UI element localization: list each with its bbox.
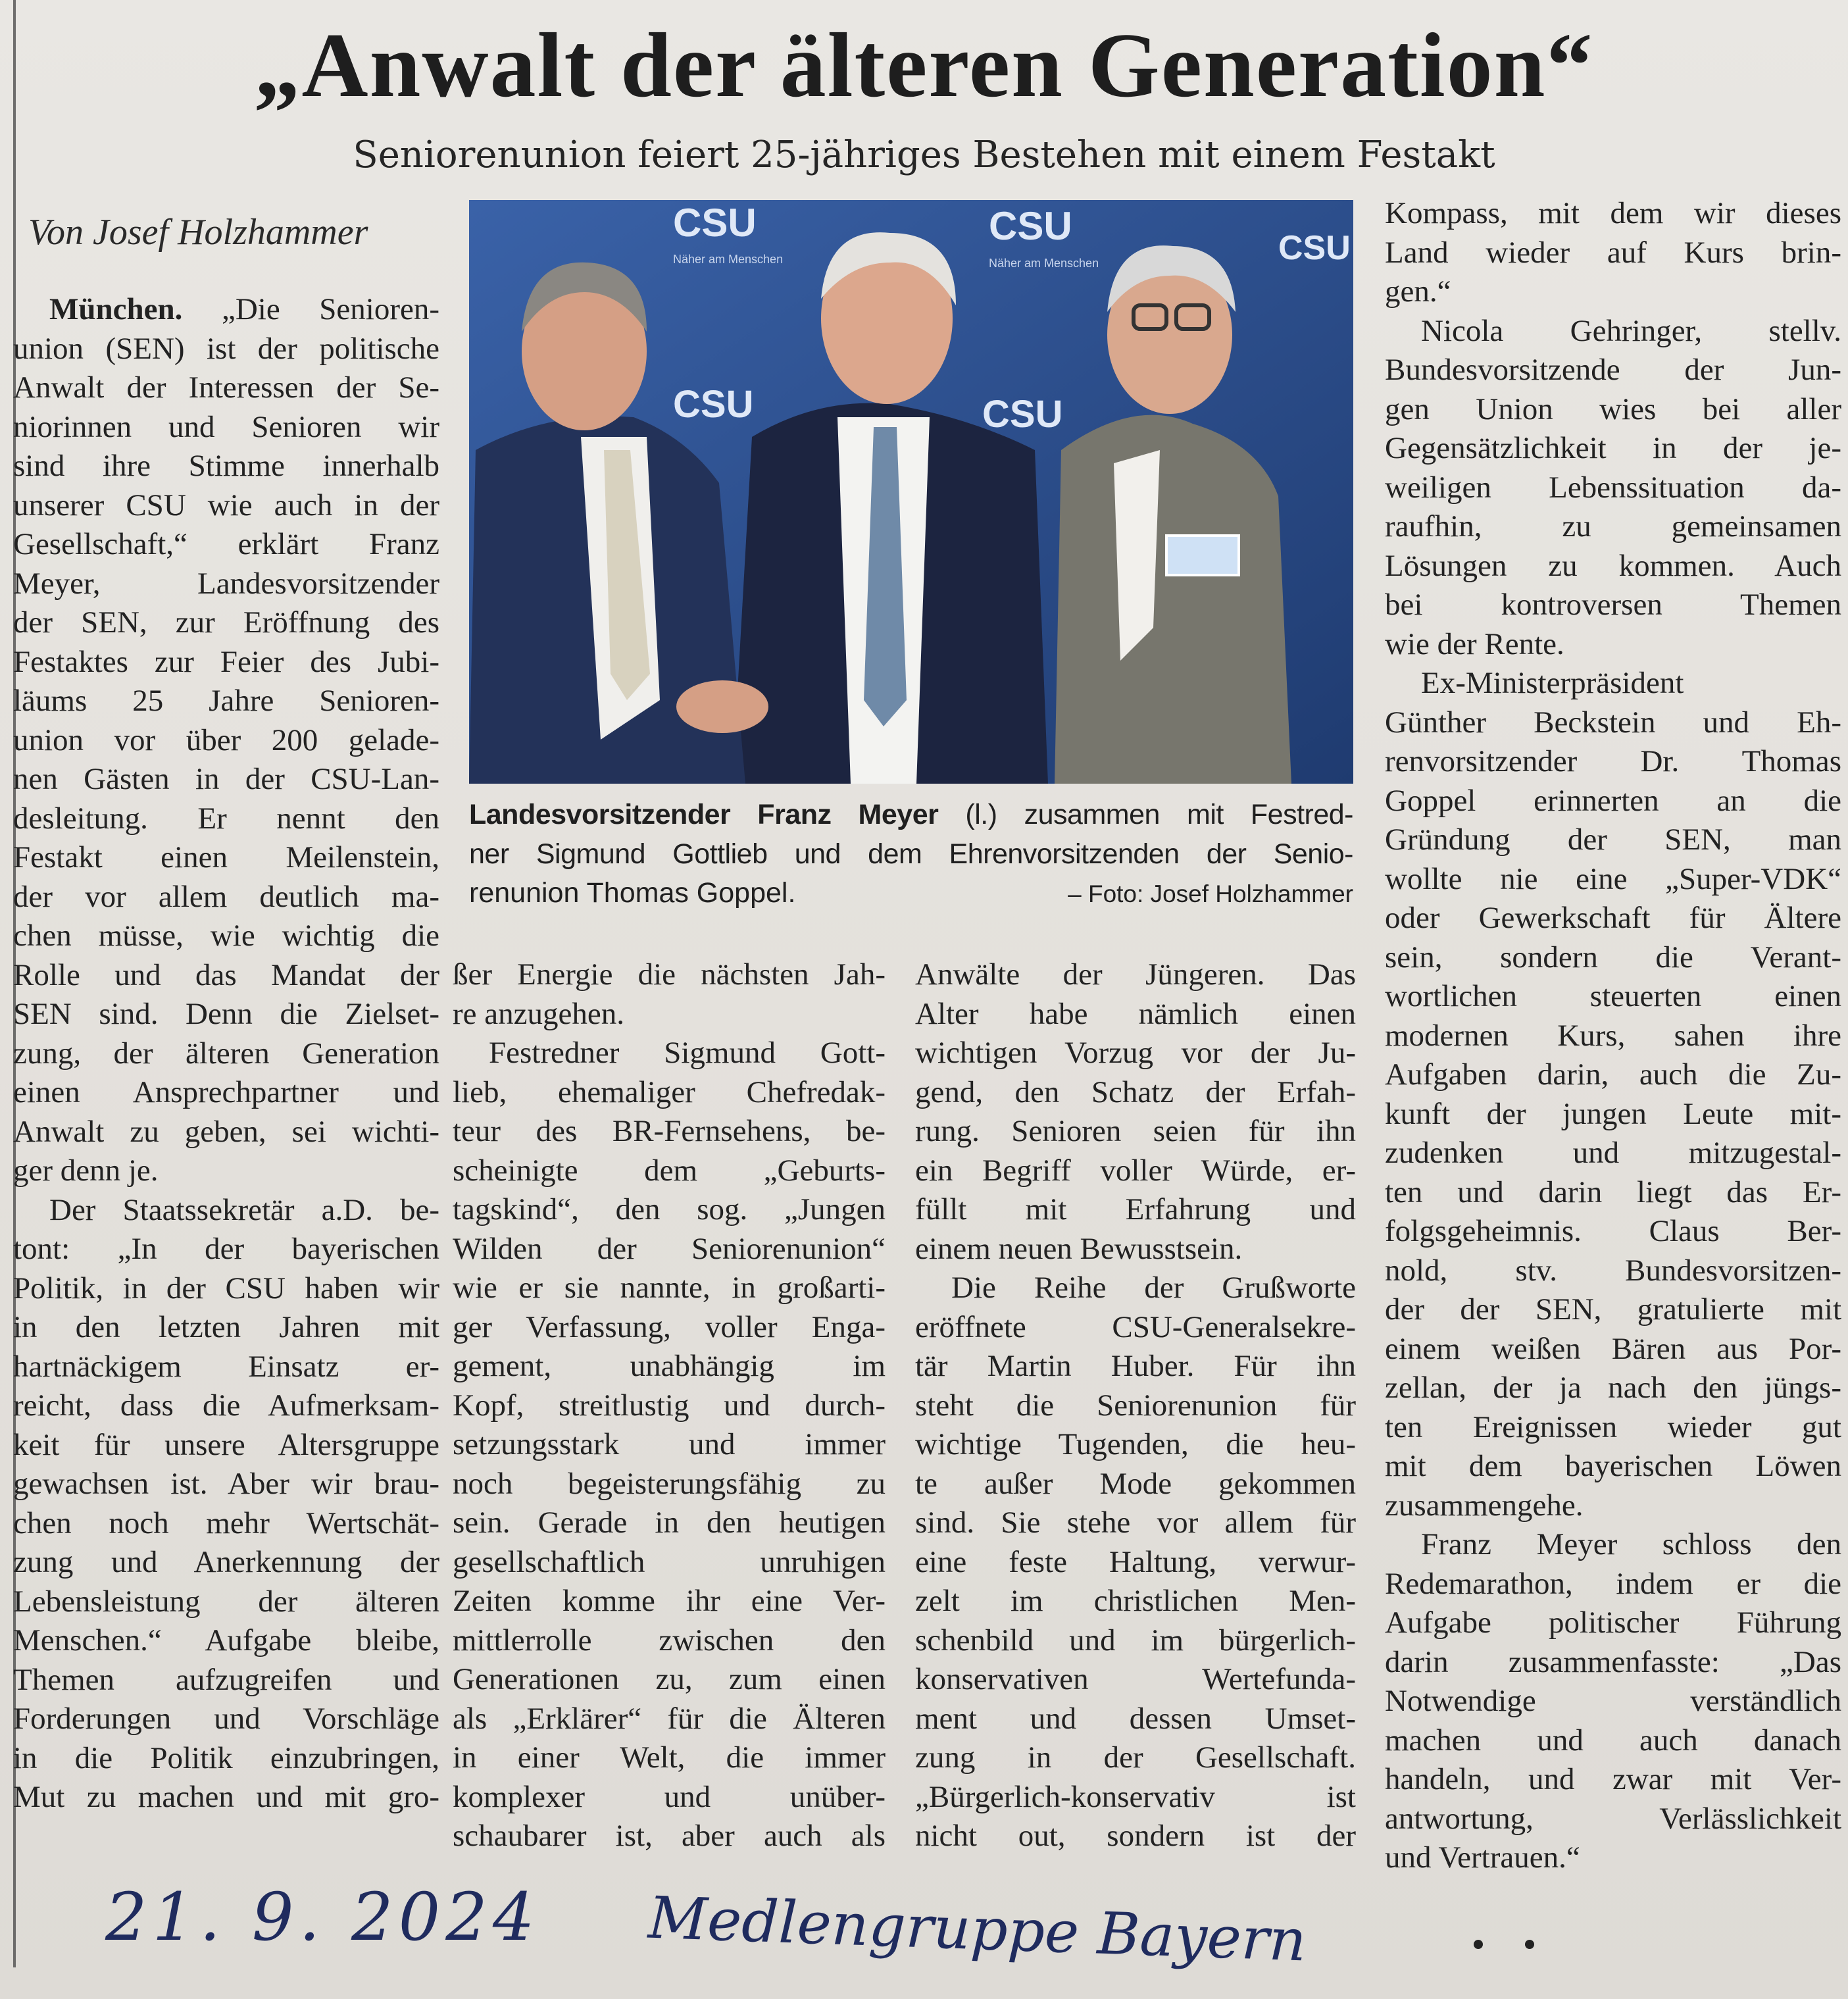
text-line: Lebensleistung der älteren (13, 1584, 439, 1619)
text-line: als „Erklärer“ für die Älteren (453, 1701, 886, 1736)
text-line: einen Ansprechpartner und (13, 1075, 439, 1109)
text-line: wichtigen Vorzug vor der Ju- (915, 1036, 1356, 1070)
text-line: Kompass, mit dem wir dieses (1385, 196, 1841, 230)
text-line: oder Gewerkschaft für Ältere (1385, 901, 1841, 935)
caption-text: (l.) zusammen mit Festred- (938, 799, 1353, 830)
text-line: teur des BR-Fernsehens, be- (453, 1114, 886, 1148)
text-line: Goppel erinnerten an die (1385, 783, 1841, 818)
text-line: ger denn je. (13, 1153, 159, 1188)
photo-caption (469, 795, 1353, 913)
text-line: ein Begriff voller Würde, er- (915, 1153, 1356, 1188)
text-line: steht die Seniorenunion für (915, 1388, 1356, 1423)
text-line: nold, stv. Bundesvorsitzen- (1385, 1253, 1841, 1288)
text-line: nicht out, sondern ist der (915, 1819, 1356, 1853)
text-line: gend, den Schatz der Erfah- (915, 1075, 1356, 1109)
article-paragraph (915, 1269, 1356, 1856)
text-line: zelt im christlichen Men- (915, 1584, 1356, 1618)
text-line: Rolle und das Mandat der (13, 957, 439, 992)
text-line: noch begeisterungsfähig zu (453, 1466, 886, 1501)
text-line: Land wieder auf Kurs brin- (1385, 235, 1841, 270)
article-paragraph (13, 290, 439, 1191)
text-line (13, 290, 439, 330)
text-line: „Bürgerlich-konservativ ist (915, 1779, 1356, 1814)
text-line: Festaktes zur Feier des Jubi- (13, 644, 439, 679)
text-line: re anzugehen. (453, 996, 624, 1031)
text-line: Ex-Ministerpräsident (1421, 666, 1684, 700)
text-line: komplexer und unüber- (453, 1779, 886, 1814)
text-line: ger Verfassung, voller Enga- (453, 1309, 886, 1344)
text-line: Zeiten komme ihr eine Ver- (453, 1584, 886, 1618)
text-line: sind. Sie stehe vor allem für (915, 1506, 1356, 1540)
text-line: weiligen Lebenssituation da- (1385, 470, 1841, 505)
photo-logo: CSU (989, 204, 1072, 248)
text-line: Festakt einen Meilenstein, (13, 840, 439, 874)
article-photo (469, 200, 1353, 784)
text-line: in die Politik einzubringen, (13, 1740, 439, 1775)
text-line: Gesellschaft,“ erklärt Franz (13, 527, 439, 561)
text-line: mit dem bayerischen Löwen (1385, 1449, 1841, 1483)
text-line: eine feste Haltung, verwur- (915, 1544, 1356, 1579)
byline: Von Josef Holzhammer (28, 212, 368, 253)
text-line: mittlerrolle zwischen den (453, 1623, 886, 1657)
ink-dot (1525, 1940, 1534, 1949)
text-line: Lösungen zu kommen. Auch (1385, 548, 1841, 583)
subheadline: Seniorenunion feiert 25-jähriges Bestehen mit einem Festakt (353, 134, 1495, 176)
caption-bold-name: Landesvorsitzender Franz Meyer (469, 799, 939, 830)
text-line: lieb, ehemaliger Chefredak- (453, 1075, 886, 1109)
text-line: Der Staatssekretär a.D. be- (49, 1192, 439, 1227)
text-line: setzungsstark und immer (453, 1427, 886, 1461)
caption-line-1 (469, 795, 1353, 834)
photo-logo: CSU (982, 393, 1063, 436)
article-paragraph (453, 955, 886, 1034)
text-line: SEN sind. Denn die Zielset- (13, 997, 439, 1031)
text-line: einem weißen Bären aus Por- (1385, 1331, 1841, 1366)
text-line: in einer Welt, die immer (453, 1740, 886, 1775)
caption-text: renunion Thomas Goppel. (469, 877, 796, 909)
text-line: wichtige Tugenden, die heu- (915, 1427, 1356, 1461)
text-line: unserer CSU wie auch in der (13, 488, 439, 522)
text-line: modernen Kurs, sahen ihre (1385, 1018, 1841, 1053)
text-line: gen.“ (1385, 274, 1451, 309)
handshake (676, 680, 768, 733)
text-line: ten und darin liegt das Er- (1385, 1175, 1841, 1209)
text-line: Generationen zu, zum einen (453, 1662, 886, 1696)
text-line: antwortung, Verlässlichkeit (1385, 1801, 1841, 1836)
photo-logo-tagline: Näher am Menschen (673, 253, 784, 266)
photo-logo: CSU (1278, 229, 1351, 267)
text-line: Franz Meyer schloss den (1421, 1527, 1841, 1561)
text-line: zung, der älteren Generation (13, 1036, 439, 1071)
text-line: darin zusammenfasste: „Das (1385, 1644, 1841, 1679)
text-line: wie der Rente. (1385, 626, 1564, 661)
text-line: sein. Gerade in den heutigen (453, 1506, 886, 1540)
text-line: der vor allem deutlich ma- (13, 879, 439, 914)
text-line: tagskind“, den sog. „Jungen (453, 1192, 886, 1227)
text-line: konservativen Wertefunda- (915, 1662, 1356, 1696)
text-line: gesellschaftlich unruhigen (453, 1544, 886, 1579)
photo-logo: CSU (673, 201, 757, 245)
text-line: zellan, der ja nach den jüngs- (1385, 1371, 1841, 1405)
article-paragraph (1385, 312, 1841, 665)
text-fragment: „Die Senioren- (182, 292, 439, 326)
text-line: Aufgaben darin, auch die Zu- (1385, 1057, 1841, 1092)
text-line: der SEN, zur Eröffnung des (13, 605, 439, 640)
text-line: Anwalt der Interessen der Se- (13, 370, 439, 405)
text-line: zusammengehe. (1385, 1488, 1584, 1523)
text-line: chen müsse, wie wichtig die (13, 919, 439, 953)
text-line: ßer Energie die nächsten Jah- (453, 957, 886, 992)
article-column-2 (453, 955, 886, 1856)
text-line: Nicola Gehringer, stellv. (1421, 313, 1841, 348)
text-line: hartnäckigem Einsatz er- (13, 1349, 439, 1384)
article-paragraph (1385, 1525, 1841, 1878)
article-column-4 (1385, 194, 1841, 1878)
text-line: Politik, in der CSU haben wir (13, 1271, 439, 1305)
text-line: und Vertrauen.“ (1385, 1840, 1580, 1875)
article-paragraph (453, 1034, 886, 1856)
text-line: reicht, dass die Aufmerksam- (13, 1388, 439, 1423)
ink-dot (1474, 1940, 1483, 1949)
text-line: Gegensätzlichkeit in der je- (1385, 431, 1841, 465)
text-line: Redemarathon, indem er die (1385, 1566, 1841, 1601)
article-paragraph (915, 955, 1356, 1269)
photo-logo: CSU (673, 383, 754, 426)
text-line: tont: „In der bayerischen (13, 1232, 439, 1266)
text-line: Wilden der Seniorenunion“ (453, 1231, 886, 1266)
text-line: füllt mit Erfahrung und (915, 1192, 1356, 1227)
text-line: sind ihre Stimme innerhalb (13, 449, 439, 483)
text-line: scheinigte dem „Geburts- (453, 1153, 886, 1188)
text-line: wollte nie eine „Super-VDK“ (1385, 861, 1841, 896)
text-line: wie er sie nannte, in großarti- (453, 1271, 886, 1305)
text-line: raufhin, zu gemeinsamen (1385, 509, 1841, 544)
text-line: Meyer, Landesvorsitzender (13, 566, 439, 601)
text-line: Anwälte der Jüngeren. Das (915, 957, 1356, 992)
text-line: Aufgabe politischer Führung (1385, 1606, 1841, 1640)
text-line: Günther Beckstein und Eh- (1385, 705, 1841, 740)
text-line: Bundesvorsitzende der Jun- (1385, 353, 1841, 387)
text-line: läums 25 Jahre Senioren- (13, 684, 439, 718)
text-line: gen Union wies bei aller (1385, 392, 1841, 426)
text-line: renvorsitzender Dr. Thomas (1385, 744, 1841, 778)
text-line: einem neuen Bewusstsein. (915, 1231, 1243, 1266)
photo-logo-tagline: Näher am Menschen (989, 257, 1099, 270)
text-line: desleitung. Er nennt den (13, 801, 439, 836)
text-line: kunft der jungen Leute mit- (1385, 1096, 1841, 1131)
text-line: wortlichen steuerten einen (1385, 979, 1841, 1013)
text-line: gewachsen ist. Aber wir brau- (13, 1467, 439, 1501)
caption-line-2: ner Sigmund Gottlieb und dem Ehrenvorsitzenden der Senio- (469, 838, 1353, 870)
text-line: Mut zu machen und mit gro- (13, 1780, 439, 1814)
text-line: eröffnete CSU-Generalsekre- (915, 1309, 1356, 1344)
dateline: München. (49, 292, 183, 326)
text-line: union vor über 200 gelade- (13, 722, 439, 757)
text-line: rung. Senioren seien für ihn (915, 1114, 1356, 1148)
text-line: Festredner Sigmund Gott- (489, 1036, 886, 1070)
text-line: chen noch mehr Wertschät- (13, 1506, 439, 1540)
photo-credit: – Foto: Josef Holzhammer (1068, 880, 1353, 907)
text-line: Gründung der SEN, man (1385, 822, 1841, 857)
article-column-3 (915, 955, 1356, 1856)
text-line: union (SEN) ist der politische (13, 331, 439, 366)
text-line: Anwalt zu geben, sei wichti- (13, 1114, 439, 1149)
text-line: ment und dessen Umset- (915, 1701, 1356, 1736)
text-line: zung und Anerkennung der (13, 1545, 439, 1579)
handwritten-source: Medlengruppe Bayern (647, 1883, 1308, 1975)
text-line: tär Martin Huber. Für ihn (915, 1349, 1356, 1383)
headline: „Anwalt der älteren Generation“ (254, 14, 1594, 116)
text-line: der der SEN, gratulierte mit (1385, 1292, 1841, 1327)
text-line: Die Reihe der Grußworte (951, 1271, 1356, 1305)
text-line: schaubarer ist, aber auch als (453, 1819, 886, 1853)
photo-three-men (469, 200, 1353, 784)
text-line: Notwendige verständlich (1385, 1684, 1841, 1718)
text-line: keit für unsere Altersgruppe (13, 1427, 439, 1462)
text-line: ten Ereignissen wieder gut (1385, 1409, 1841, 1444)
text-line: machen und auch danach (1385, 1723, 1841, 1758)
text-line: niorinnen und Senioren wir (13, 409, 439, 444)
article-column-1 (13, 290, 439, 1817)
text-line: folgsgeheimnis. Claus Ber- (1385, 1214, 1841, 1248)
text-line: handeln, und zwar mit Ver- (1385, 1762, 1841, 1796)
caption-line-3 (469, 873, 1353, 913)
text-line: Alter habe nämlich einen (915, 996, 1356, 1031)
text-line: gement, unabhängig im (453, 1349, 886, 1383)
text-line: Forderungen und Vorschläge (13, 1702, 439, 1736)
text-line: Themen aufzugreifen und (13, 1662, 439, 1697)
text-line: schenbild und im bürgerlich- (915, 1623, 1356, 1657)
text-line: sein, sondern die Verant- (1385, 940, 1841, 974)
article-paragraph (13, 1191, 439, 1817)
text-line: te außer Mode gekommen (915, 1466, 1356, 1501)
text-line: bei kontroversen Themen (1385, 588, 1841, 622)
handwritten-date: 21. 9. 2024 (105, 1879, 540, 1956)
text-line: zudenken und mitzugestal- (1385, 1136, 1841, 1170)
article-paragraph (1385, 664, 1841, 1525)
text-line: Menschen.“ Aufgabe bleibe, (13, 1623, 439, 1657)
text-line: nen Gästen in der CSU-Lan- (13, 762, 439, 796)
text-line: in den letzten Jahren mit (13, 1310, 439, 1344)
text-line: zung in der Gesellschaft. (915, 1740, 1356, 1775)
text-line: Kopf, streitlustig und durch- (453, 1388, 886, 1423)
article-paragraph (1385, 194, 1841, 312)
